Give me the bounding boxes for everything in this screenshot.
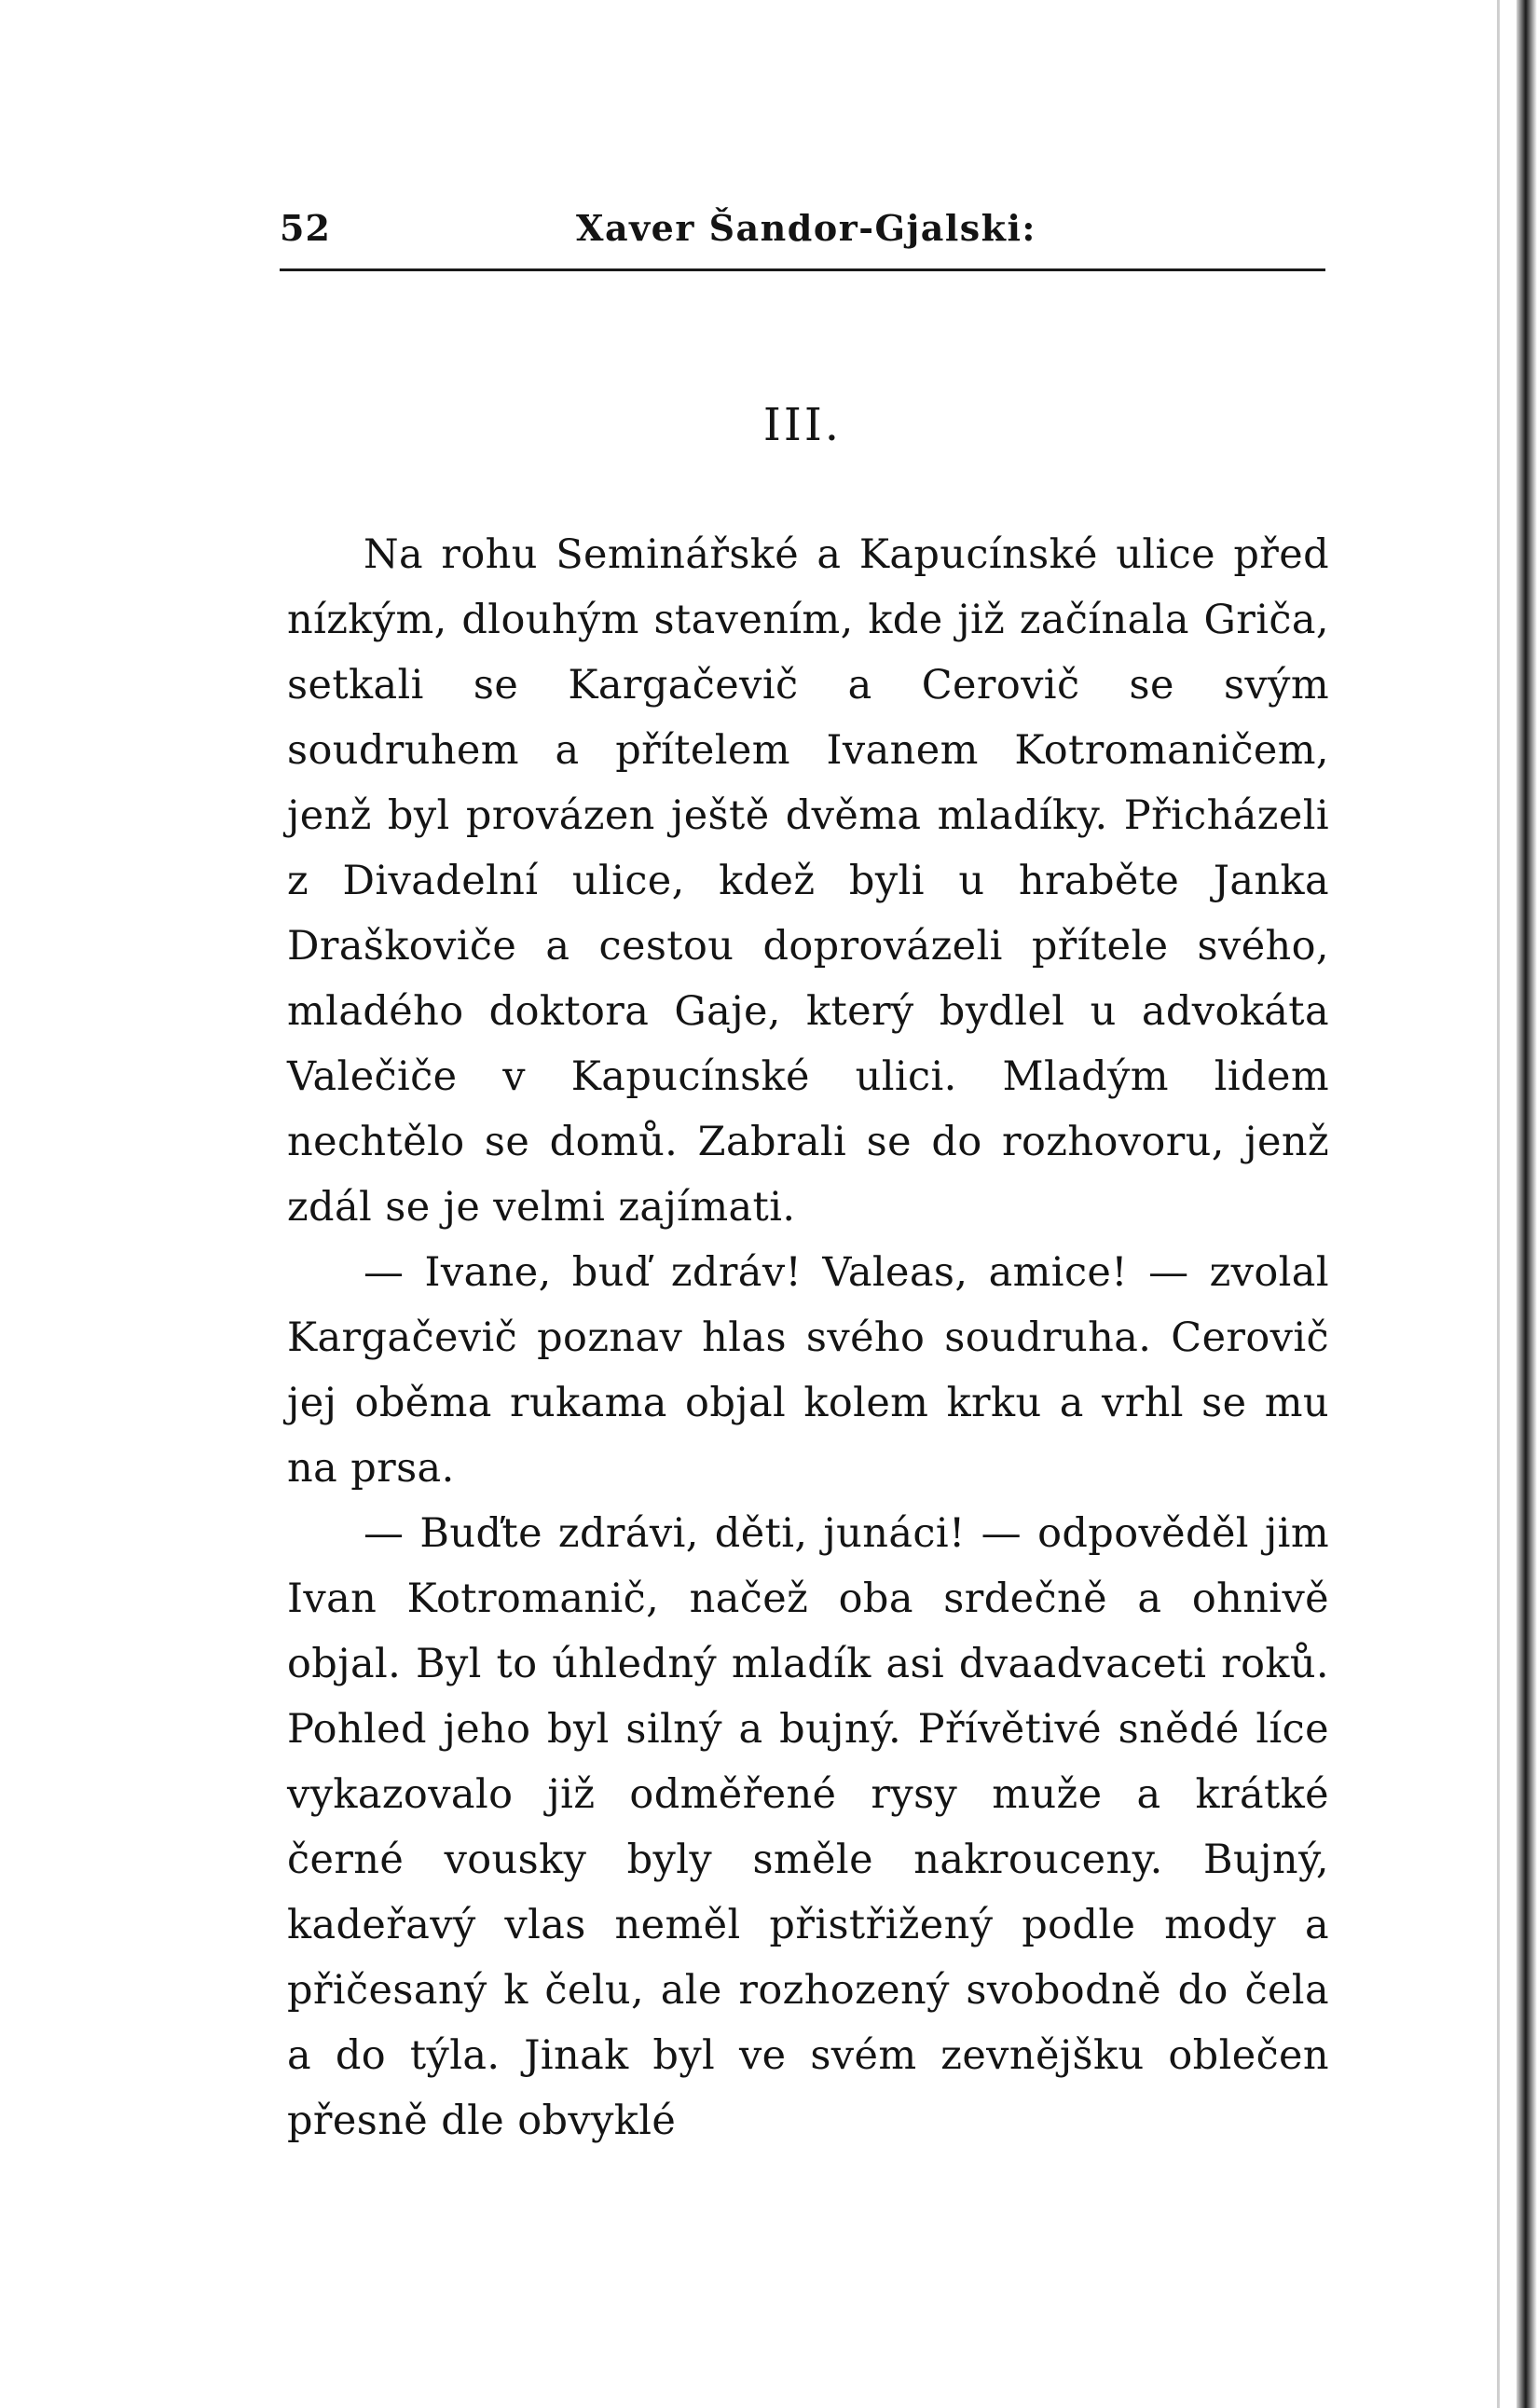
- body-text: [287, 522, 1329, 2153]
- page-edge-shadow: [1516, 0, 1537, 2408]
- page-edge-line: [1497, 0, 1500, 2408]
- running-head: [280, 200, 1324, 259]
- chapter-heading: III.: [762, 399, 843, 451]
- paragraph-2: — Ivane, buď zdráv! Valeas, amice! — zvolal Kargačevič poznav hlas svého soudruha. Cerovič jej oběma rukama objal kolem krku a vrhl se mu na prsa.: [287, 1249, 1329, 1492]
- page-number: 52: [280, 207, 331, 249]
- paragraph-3: — Buďte zdrávi, děti, junáci! — odpověděl jim Ivan Kotromanič, načež oba srdečně a ohnivě objal. Byl to úhledný mladík asi dvaadvaceti roků. Pohled jeho byl silný a bujný. Přívětivé snědé líce vykazovalo již odměřené rysy muže a krátké černé vousky byly směle nakrouceny. Bujný, kadeřavý vlas neměl přistřižený podle mody a přičesaný k čelu, ale rozhozený svobodně do čela a do týla. Jinak byl ve svém zevnějšku oblečen přesně dle obvyklé: [287, 1510, 1329, 2144]
- paragraph-1: Na rohu Seminářské a Kapucínské ulice před nízkým, dlouhým stavením, kde již začínala Griča, setkali se Kargačevič a Cerovič se svým soudruhem a přítelem Ivanem Kotromaničem, jenž byl provázen ještě dvěma mladíky. Přicházeli z Divadelní ulice, kdež byli u hraběte Janka Draškoviče a cestou doprovázeli přítele svého, mladého doktora Gaje, který bydlel u advokáta Valečiče v Kapucínské ulici. Mladým lidem nechtělo se domů. Zabrali se do rozhovoru, jenž zdál se je velmi zajímati.: [287, 531, 1329, 1231]
- header-rule: [280, 268, 1325, 271]
- running-title: Xaver Šandor-Gjalski:: [576, 207, 1036, 249]
